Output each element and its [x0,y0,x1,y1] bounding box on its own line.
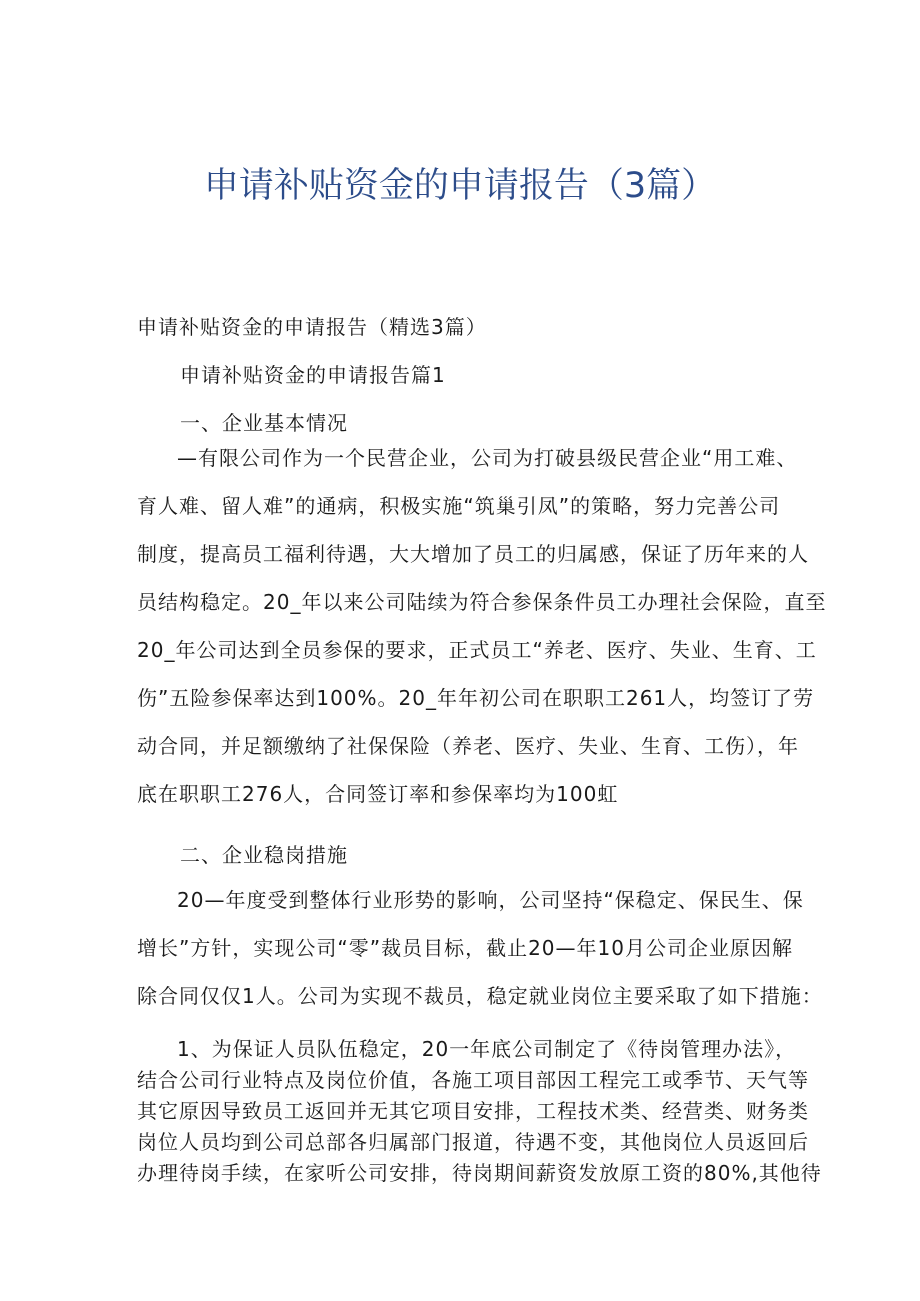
paragraph-line: 20—年度受到整体行业形势的影响，公司坚持“保稳定、保民生、保 [177,888,804,912]
chapter-heading: 申请补贴资金的申请报告篇1 [180,363,446,387]
document-subtitle: 申请补贴资金的申请报告（精选3篇） [137,315,487,339]
paragraph-line: —有限公司作为一个民营企业，公司为打破县级民营企业“用工难、 [177,446,798,470]
paragraph-line: 20_年公司达到全员参保的要求，正式员工“养老、医疗、失业、生育、工 [137,638,817,662]
section-2-paragraph [137,876,823,1020]
document-title: 申请补贴资金的申请报告（3篇） [203,166,717,206]
paragraph-line: 1、为保证人员队伍稳定，20一年底公司制定了《待岗管理办法》， [177,1037,797,1061]
section-1-paragraph [137,434,827,818]
section-2-heading: 二、企业稳岗措施 [180,843,348,867]
measure-1-paragraph [137,1034,822,1189]
paragraph-line: 制度，提高员工福利待遇，大大增加了员工的归属感，保证了历年来的人 [137,542,809,566]
paragraph-line: 结合公司行业特点及岗位价值，各施工项目部因工程完工或季节、天气等 [137,1068,809,1092]
paragraph-line: 动合同，并足额缴纳了社保保险（养老、医疗、失业、生育、工伤），年 [137,734,799,758]
paragraph-line: 增长”方针，实现公司“零”裁员目标，截止20—年10月公司企业原因解 [137,936,793,960]
paragraph-line: 岗位人员均到公司总部各归属部门报道，待遇不变，其他岗位人员返回后 [137,1130,809,1154]
paragraph-line: 伤”五险参保率达到100%。20_年年初公司在职职工261人，均签订了劳 [137,686,815,710]
section-1-heading: 一、企业基本情况 [180,411,348,435]
paragraph-line: 育人难、留人难”的通病，积极实施“筑巢引凤”的策略，努力完善公司 [137,494,781,518]
paragraph-line: 员结构稳定。20_年以来公司陆续为符合参保条件员工办理社会保险，直至 [137,590,827,614]
paragraph-line: 办理待岗手续，在家听公司安排，待岗期间薪资发放原工资的80%,其他待 [137,1161,822,1185]
paragraph-line: 其它原因导致员工返回并无其它项目安排，工程技术类、经营类、财务类 [137,1099,809,1123]
paragraph-line: 除合同仅仅1人。公司为实现不裁员，稳定就业岗位主要采取了如下措施： [137,984,823,1008]
paragraph-line: 底在职职工276人，合同签订率和参保率均为100虹 [137,782,619,806]
